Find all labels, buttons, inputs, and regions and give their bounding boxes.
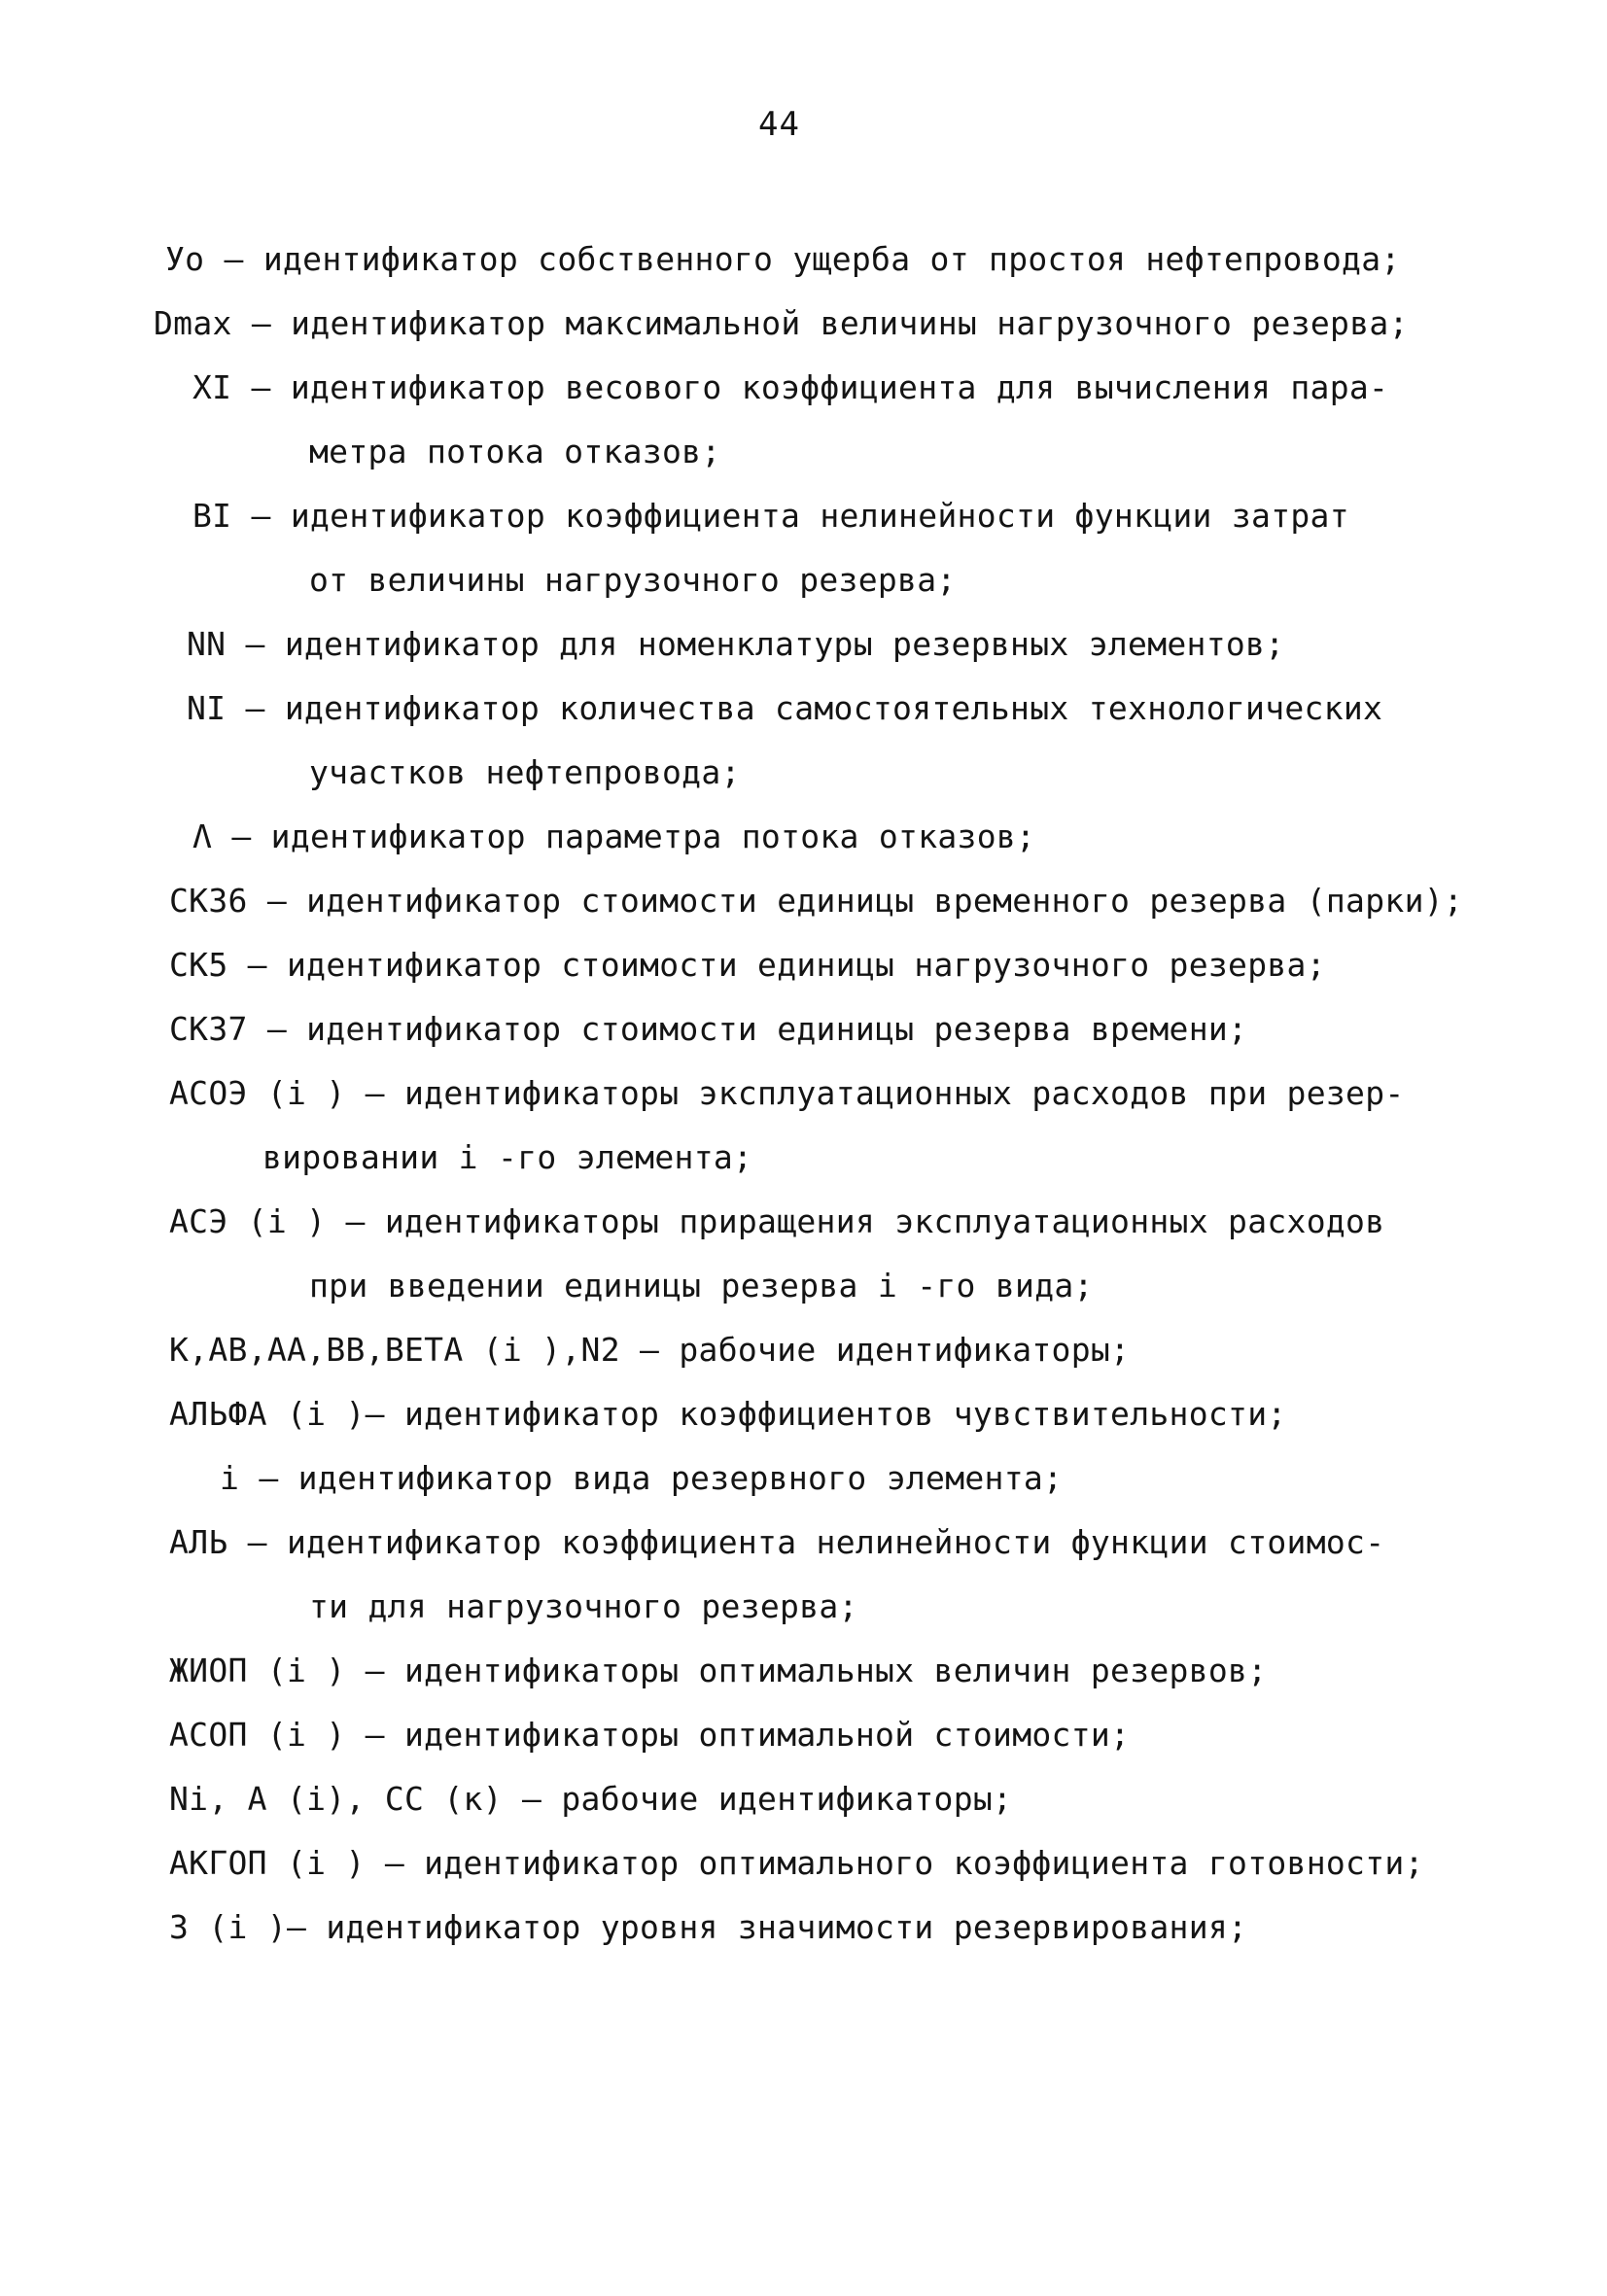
- definition-line: ХI – идентификатор весового коэффициента для вычисления пара-: [192, 368, 1389, 406]
- definition-line: АСЭ (i ) – идентификаторы приращения эксплуатационных расходов: [169, 1202, 1385, 1240]
- definition-line: i – идентификатор вида резервного элемента;: [220, 1459, 1064, 1497]
- definition-line: ЖИОП (i ) – идентификаторы оптимальных величин резервов;: [169, 1652, 1268, 1689]
- page-number: 44: [758, 105, 800, 144]
- definition-line: АЛЬФА (i )– идентификатор коэффициентов чувствительности;: [169, 1395, 1287, 1433]
- definition-line-continuation: вировании i -го элемента;: [262, 1138, 753, 1176]
- definition-line: СК5 – идентификатор стоимости единицы нагрузочного резерва;: [169, 946, 1326, 984]
- definition-line-continuation: ти для нагрузочного резерва;: [309, 1587, 858, 1625]
- definition-line: СК36 – идентификатор стоимости единицы временного резерва (парки);: [169, 882, 1464, 920]
- definition-line: СК37 – идентификатор стоимости единицы резерва времени;: [169, 1010, 1248, 1048]
- definition-line: АСОЭ (i ) – идентификаторы эксплуатационных расходов при резер-: [169, 1074, 1405, 1112]
- definition-line: АЛЬ – идентификатор коэффициента нелинейности функции стоимос-: [169, 1523, 1385, 1561]
- definition-line-continuation: метра потока отказов;: [309, 433, 721, 470]
- definition-line: Dmax – идентификатор максимальной величины нагрузочного резерва;: [154, 304, 1409, 342]
- definition-line: АКГОП (i ) – идентификатор оптимального коэффициента готовности;: [169, 1844, 1424, 1882]
- definition-line: NN – идентификатор для номенклатуры резервных элементов;: [187, 625, 1285, 663]
- definition-line-continuation: участков нефтепровода;: [309, 753, 741, 791]
- definition-line: З (i )– идентификатор уровня значимости резервирования;: [169, 1908, 1248, 1946]
- definition-line-continuation: от величины нагрузочного резерва;: [309, 561, 957, 599]
- definition-line: Ni, А (i), СС (к) – рабочие идентификаторы;: [169, 1780, 1013, 1818]
- definition-line: К,АВ,АА,ВВ,ВЕТА (i ),N2 – рабочие идентификаторы;: [169, 1331, 1131, 1369]
- definition-line: АСОП (i ) – идентификаторы оптимальной стоимости;: [169, 1716, 1131, 1754]
- definition-line-continuation: при введении единицы резерва i -го вида;: [309, 1267, 1094, 1305]
- definition-line: Уо – идентификатор собственного ущерба от простоя нефтепровода;: [165, 240, 1401, 278]
- definition-line: ВI – идентификатор коэффициента нелинейности функции затрат: [192, 497, 1349, 535]
- definition-line: NI – идентификатор количества самостоятельных технологических: [187, 689, 1383, 727]
- definition-line: Λ – идентификатор параметра потока отказов;: [192, 818, 1036, 855]
